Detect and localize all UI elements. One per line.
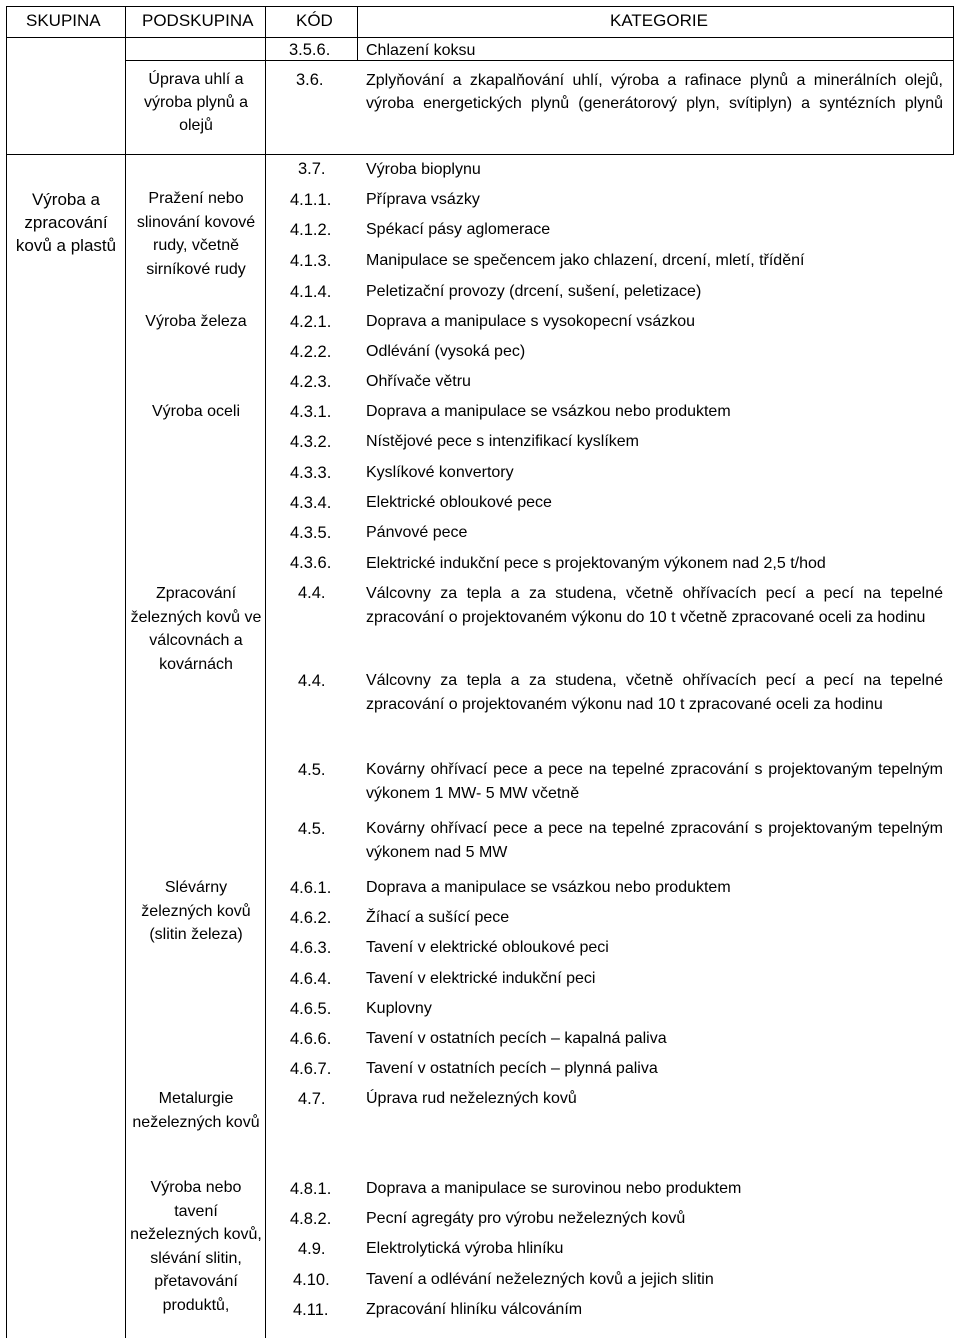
- row-category: Doprava a manipulace s vysokopecní vsázkou: [366, 313, 696, 330]
- row-category: Elektrické obloukové pece: [366, 494, 552, 511]
- row-category: Tavení v elektrické obloukové peci: [366, 939, 609, 956]
- row-code: 4.7.: [298, 1090, 326, 1108]
- row-code: 4.9.: [298, 1240, 326, 1258]
- row-category: Odlévání (vysoká pec): [366, 343, 526, 360]
- row-category: Tavení v ostatních pecích – plynná paliva: [366, 1060, 658, 1077]
- row-code: 4.6.3.: [290, 939, 332, 957]
- row-category: Válcovny za tepla a za studena, včetně ohřívacích pecí a pecí na tepelné zpracování o projektovaném výkonu do 10 t včetně zpracované oceli za hodinu: [366, 585, 943, 626]
- row-code: 4.1.2.: [290, 221, 332, 239]
- subgroup-cell: Výroba oceli: [151, 403, 241, 420]
- header-kategorie: KATEGORIE: [610, 11, 708, 30]
- row-category: Tavení a odlévání neželezných kovů a jejich slitin: [366, 1271, 714, 1288]
- row-category: Doprava a manipulace se surovinou nebo produktem: [366, 1180, 742, 1197]
- row-code: 4.8.1.: [290, 1180, 332, 1198]
- row-code: 4.2.2.: [290, 343, 332, 361]
- row-code: 4.6.5.: [290, 1000, 332, 1018]
- row-code: 4.2.1.: [290, 313, 332, 331]
- table-top-border: [6, 6, 954, 7]
- table-right-border: [953, 6, 954, 155]
- row-code: 4.10.: [293, 1271, 330, 1289]
- row-code: 4.6.4.: [290, 970, 332, 988]
- row-code: 4.11.: [293, 1301, 329, 1319]
- row-code: 4.1.4.: [290, 283, 332, 301]
- subgroup-cell: Zpracování železných kovů ve válcovnách a kovárnách: [130, 585, 262, 673]
- row-category: Zpracování hliníku válcováním: [366, 1301, 583, 1318]
- row-category: Pánvové pece: [366, 524, 468, 541]
- header-podskupina: PODSKUPINA: [142, 11, 254, 30]
- subgroup-cell: Slévárny železných kovů (slitin železa): [141, 879, 251, 943]
- row-category: Chlazení koksu: [366, 42, 476, 59]
- header-kod: KÓD: [296, 11, 333, 30]
- row-code: 4.3.4.: [290, 494, 332, 512]
- row-code: 4.3.2.: [290, 433, 332, 451]
- row-code: 4.2.3.: [290, 373, 332, 391]
- row-category: Kyslíkové konvertory: [366, 464, 514, 481]
- row-code: 4.4.: [298, 584, 326, 602]
- row-code: 4.5.: [298, 820, 326, 838]
- table-left-border: [6, 6, 7, 1338]
- row-separator: [125, 60, 953, 61]
- subgroup-cell: Pražení nebo slinování kovové rudy, včetně sirníkové rudy: [136, 190, 256, 278]
- row-category: Příprava vsázky: [366, 191, 480, 208]
- row-category: Tavení v elektrické indukční peci: [366, 970, 596, 987]
- row-code: 4.6.2.: [290, 909, 332, 927]
- row-separator: [6, 154, 953, 155]
- row-code: 4.1.1.: [290, 191, 332, 209]
- row-category: Doprava a manipulace se vsázkou nebo produktem: [366, 403, 731, 420]
- subgroup-cell: Výroba železa: [145, 313, 247, 330]
- row-category: Elektrické indukční pece s projektovaným výkonem nad 2,5 t/hod: [366, 555, 826, 572]
- row-category: Pecní agregáty pro výrobu neželezných kovů: [366, 1210, 686, 1227]
- row-category: Kuplovny: [366, 1000, 432, 1017]
- column-separator: [265, 6, 266, 1338]
- group-cell: Výroba a zpracování kovů a plastů: [15, 190, 117, 255]
- row-code: 4.6.7.: [290, 1060, 332, 1078]
- row-code: 4.4.: [298, 672, 326, 690]
- header-bottom-border: [6, 37, 954, 38]
- row-code: 4.3.5.: [290, 524, 332, 542]
- row-code: 3.7.: [298, 160, 326, 178]
- row-code: 4.3.3.: [290, 464, 332, 482]
- row-category: Manipulace se spečencem jako chlazení, drcení, mletí, třídění: [366, 252, 805, 269]
- row-category: Nístějové pece s intenzifikací kyslíkem: [366, 433, 639, 450]
- row-category: Kovárny ohřívací pece a pece na tepelné zpracování s projektovaným tepelným výkonem nad 5 MW: [366, 820, 943, 861]
- row-code: 4.5.: [298, 761, 326, 779]
- row-category: Peletizační provozy (drcení, sušení, peletizace): [366, 283, 702, 300]
- column-separator: [357, 6, 358, 60]
- subgroup-cell: Úprava uhlí a výroba plynů a olejů: [143, 71, 249, 134]
- row-category: Žíhací a sušící pece: [366, 909, 510, 926]
- row-category: Válcovny za tepla a za studena, včetně ohřívacích pecí a pecí na tepelné zpracování o projektovaném výkonu nad 10 t zpracované oceli za hodinu: [366, 672, 943, 713]
- row-category: Kovárny ohřívací pece a pece na tepelné zpracování s projektovaným tepelným výkonem 1 MW- 5 MW včetně: [366, 761, 943, 802]
- row-code: 3.6.: [296, 71, 324, 89]
- row-category: Tavení v ostatních pecích – kapalná paliva: [366, 1030, 667, 1047]
- row-category: Elektrolytická výroba hliníku: [366, 1240, 564, 1257]
- row-category: Ohřívače větru: [366, 373, 471, 390]
- row-category: Zplyňování a zkapalňování uhlí, výroba a rafinace plynů a minerálních olejů, výroba energetických plynů (generátorový plyn, svítiplyn) a syntézních plynů: [366, 72, 943, 112]
- row-code: 4.6.6.: [290, 1030, 332, 1048]
- row-code: 4.8.2.: [290, 1210, 332, 1228]
- header-skupina: SKUPINA: [26, 11, 101, 30]
- row-code: 3.5.6.: [289, 41, 331, 59]
- row-code: 4.3.1.: [290, 403, 332, 421]
- column-separator: [125, 6, 126, 1338]
- row-code: 4.6.1.: [290, 879, 332, 897]
- row-category: Úprava rud neželezných kovů: [366, 1090, 577, 1107]
- row-code: 4.1.3.: [290, 252, 332, 270]
- subgroup-cell: Výroba nebo tavení neželezných kovů, slévání slitin, přetavování produktů,: [130, 1179, 262, 1314]
- subgroup-cell: Metalurgie neželezných kovů: [132, 1090, 260, 1131]
- row-code: 4.3.6.: [290, 554, 332, 572]
- row-category: Spékací pásy aglomerace: [366, 221, 551, 238]
- row-category: Výroba bioplynu: [366, 161, 481, 178]
- row-category: Doprava a manipulace se vsázkou nebo produktem: [366, 879, 731, 896]
